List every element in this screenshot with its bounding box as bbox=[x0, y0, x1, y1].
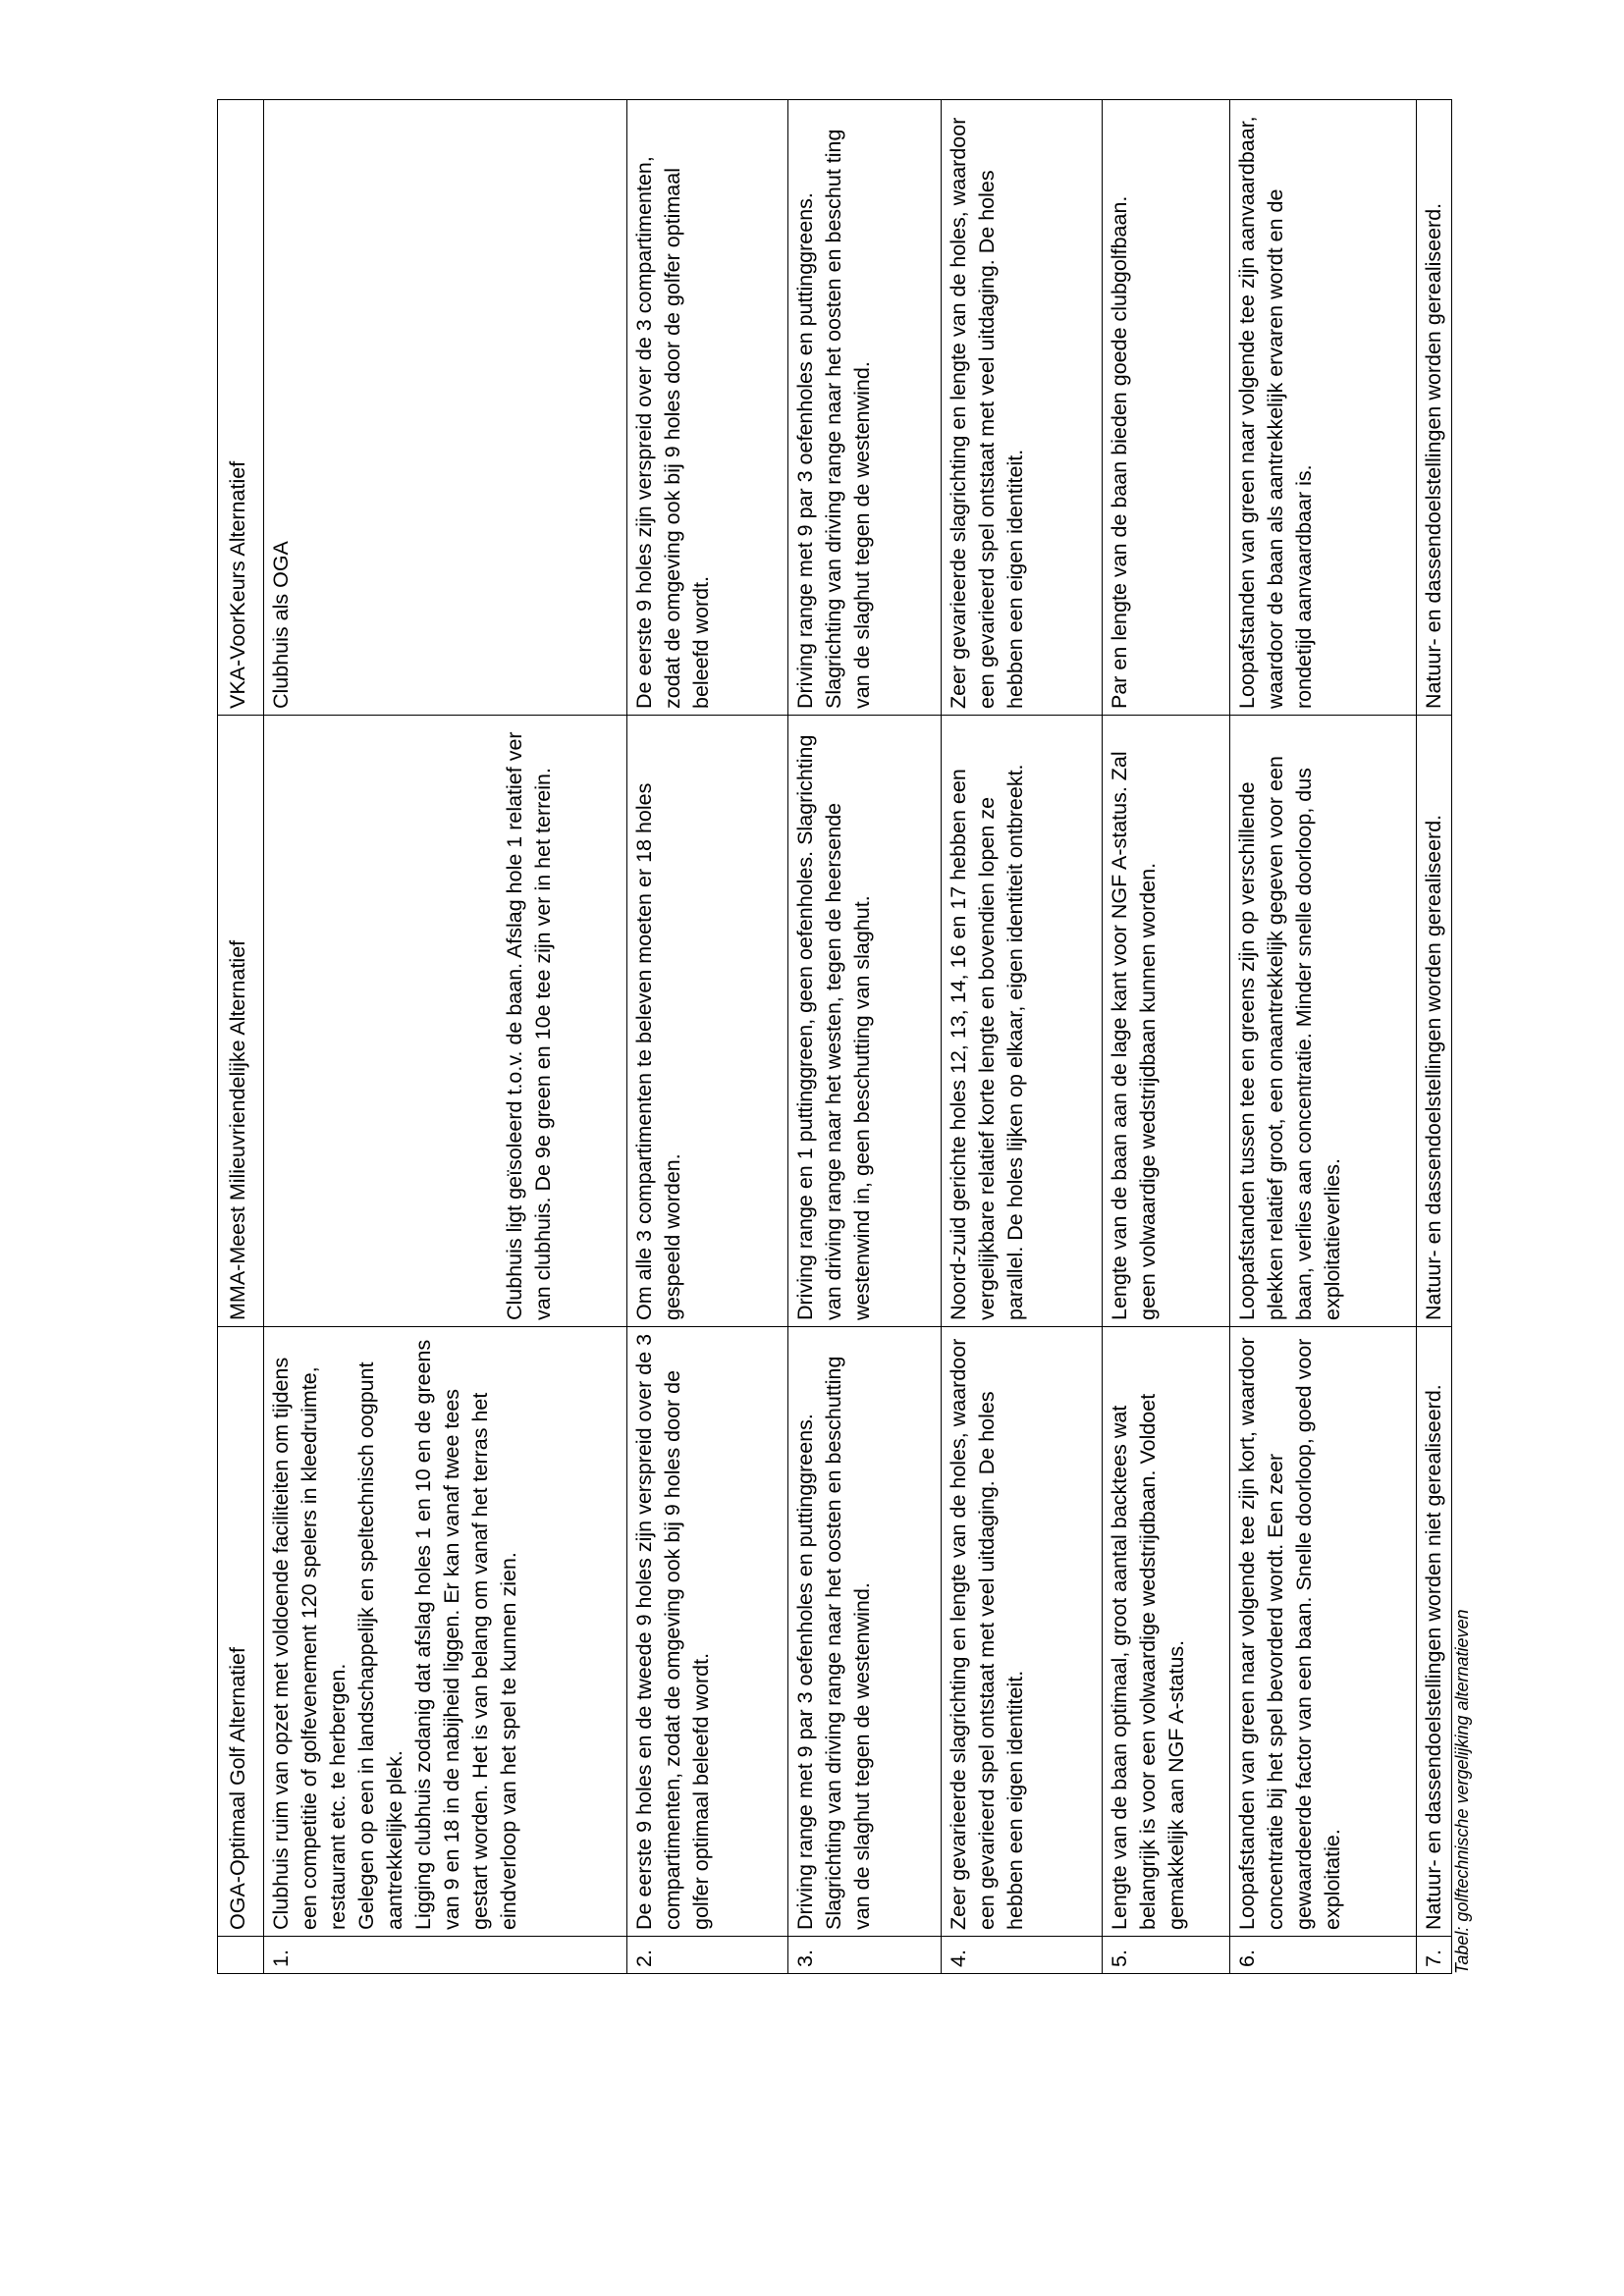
vka-cell: Zeer gevarieerde slagrichting en lengte van de holes, waardoor een gevarieerd spel ontstaat met veel uitdaging. De holes hebben een eigen identiteit. bbox=[942, 100, 1103, 716]
oga-cell: Lengte van de baan optimaal, groot aantal backtees wat belangrijk is voor een volwaardige wedstrijdbaan. Voldoet gemakkelijk aan NGF A-status. bbox=[1103, 1327, 1230, 1937]
mma-cell: Lengte van de baan aan de lage kant voor NGF A-status. Zal geen volwaardige wedstrijdbaan kunnen worden. bbox=[1103, 716, 1230, 1327]
table-row bbox=[1230, 100, 1417, 1974]
row-number: 7. bbox=[1417, 1937, 1452, 1974]
table-row bbox=[788, 100, 942, 1974]
cell-spacer bbox=[267, 721, 501, 1320]
table-row bbox=[1417, 100, 1452, 1974]
comparison-table bbox=[217, 99, 1452, 1974]
row-number: 2. bbox=[627, 1937, 788, 1974]
oga-cell: Driving range met 9 par 3 oefenholes en puttinggreens. Slagrichting van driving range naar het oosten en beschutting van de slaghut tegen de westenwind. bbox=[788, 1327, 942, 1937]
oga-paragraph: Clubhuis ruim van opzet met voldoende faciliteiten om tijdens een competitie of golfevenement 120 spelers in kleedruimte, restaurant etc. te herbergen. bbox=[269, 1357, 350, 1930]
header-vka: VKA-VoorKeurs Alternatief bbox=[218, 100, 264, 716]
oga-cell bbox=[264, 1327, 627, 1937]
vka-cell: De eerste 9 holes zijn verspreid over de 3 compartimenten, zodat de omgeving ook bij 9 holes door de golfer optimaal beleefd wordt. bbox=[627, 100, 788, 716]
header-oga: OGA-Optimaal Golf Alternatief bbox=[218, 1327, 264, 1937]
table-row bbox=[627, 100, 788, 1974]
header-num bbox=[218, 1937, 264, 1974]
table-row bbox=[264, 100, 627, 1974]
table-header-row bbox=[218, 100, 264, 1974]
vka-cell: Loopafstanden van green naar volgende tee zijn aanvaardbaar, waardoor de baan als aantrekkelijk ervaren wordt en de rondetijd aanvaardbaar is. bbox=[1230, 100, 1417, 716]
header-mma: MMA-Meest Milieuvriendelijke Alternatief bbox=[218, 716, 264, 1327]
mma-cell: Loopafstanden tussen tee en greens zijn op verschillende plekken relatief groot, een onaantrekkelijk gegeven voor een baan, verlies aan concentratie. Minder snelle doorloop, dus exploitatieverlies. bbox=[1230, 716, 1417, 1327]
row-number: 4. bbox=[942, 1937, 1103, 1974]
mma-cell bbox=[264, 716, 627, 1327]
oga-cell: Zeer gevarieerde slagrichting en lengte van de holes, waardoor een gevarieerd spel ontstaat met veel uitdaging. De holes hebben een eigen identiteit. bbox=[942, 1327, 1103, 1937]
oga-paragraph: Gelegen op een in landschappelijk en speltechnisch oogpunt aantrekkelijke plek. bbox=[354, 1362, 406, 1930]
vka-cell: Driving range met 9 par 3 oefenholes en puttinggreens. Slagrichting van driving range naar het oosten en beschut ting van de slaghut tegen de westenwind. bbox=[788, 100, 942, 716]
oga-cell: De eerste 9 holes en de tweede 9 holes zijn verspreid over de 3 compartimenten, zodat de omgeving ook bij 9 holes door de golfer optimaal beleefd wordt. bbox=[627, 1327, 788, 1937]
table-row bbox=[942, 100, 1103, 1974]
mma-cell: Driving range en 1 puttinggreen, geen oefenholes. Slagrichting van driving range naar het westen, tegen de heersende westenwind in, geen beschutting van slaghut. bbox=[788, 716, 942, 1327]
row-number: 1. bbox=[264, 1937, 627, 1974]
mma-cell: Om alle 3 compartimenten te beleven moeten er 18 holes gespeeld worden. bbox=[627, 716, 788, 1327]
table-row bbox=[1103, 100, 1230, 1974]
vka-cell: Clubhuis als OGA bbox=[264, 100, 627, 716]
oga-cell: Natuur- en dassendoelstellingen worden niet gerealiseerd. bbox=[1417, 1327, 1452, 1937]
oga-paragraph: Ligging clubhuis zodanig dat afslag holes 1 en 10 en de greens van 9 en 18 in de nabijheid liggen. Er kan vanaf twee tees gestart worden. Het is van belang om vanaf het terras het eindverloop van het spel te kunnen zien. bbox=[411, 1339, 520, 1930]
mma-cell: Natuur- en dassendoelstellingen worden gerealiseerd. bbox=[1417, 716, 1452, 1327]
table-caption: Tabel: golftechnische vergelijking alternatieven bbox=[1452, 1609, 1472, 1974]
row-number: 5. bbox=[1103, 1937, 1230, 1974]
vka-cell: Natuur- en dassendoelstellingen worden gerealiseerd. bbox=[1417, 100, 1452, 716]
row-number: 6. bbox=[1230, 1937, 1417, 1974]
vka-cell: Par en lengte van de baan bieden goede clubgolfbaan. bbox=[1103, 100, 1230, 716]
mma-cell: Noord-zuid gerichte holes 12, 13, 14, 16 en 17 hebben een vergelijkbare relatief korte lengte en bovendien lopen ze parallel. De holes lijken op elkaar, eigen identiteit ontbreekt. bbox=[942, 716, 1103, 1327]
row-number: 3. bbox=[788, 1937, 942, 1974]
mma-paragraph: Clubhuis ligt geïsoleerd t.o.v. de baan. Afslag hole 1 relatief ver van clubhuis. De 9e green en 10e tee zijn ver in het terrein. bbox=[503, 731, 555, 1320]
rotated-page-content bbox=[217, 100, 1472, 1974]
oga-cell: Loopafstanden van green naar volgende tee zijn kort, waardoor concentratie bij het spel bevorderd wordt. Een zeer gewaardeerde factor van een baan. Snelle doorloop, goed voor exploitatie. bbox=[1230, 1327, 1417, 1937]
